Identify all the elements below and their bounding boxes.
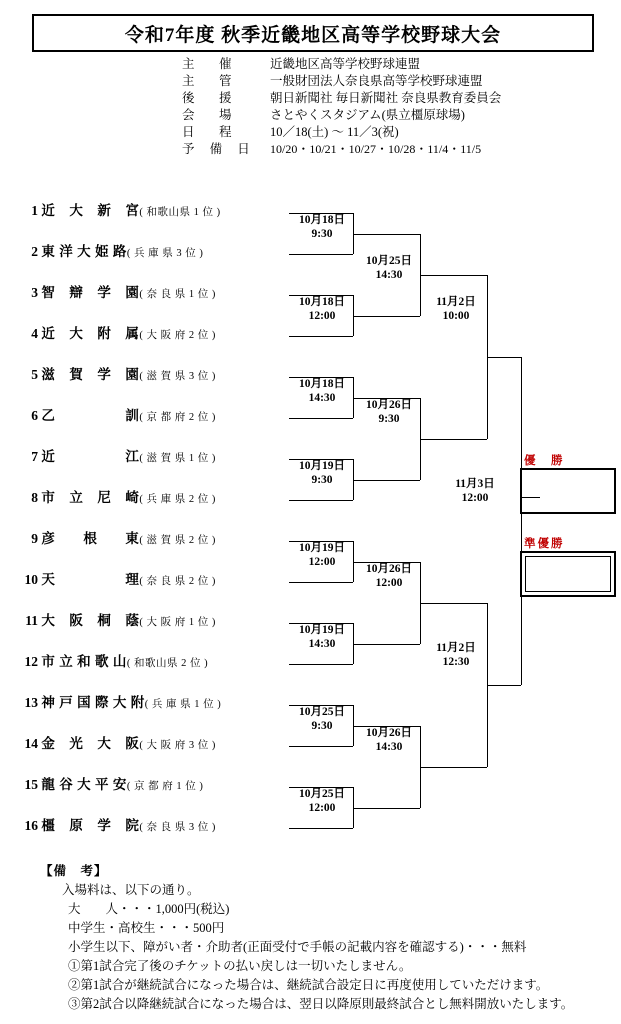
game-date: 10月18日 bbox=[299, 296, 345, 308]
game-label-r2-3 bbox=[359, 562, 419, 590]
game-time: 12:00 bbox=[308, 802, 336, 814]
team-number: 2 bbox=[31, 244, 38, 259]
info-row bbox=[182, 90, 501, 107]
team-entry-10 bbox=[18, 568, 216, 588]
game-time: 14:30 bbox=[375, 741, 403, 753]
game-time: 12:00 bbox=[308, 310, 336, 322]
team-name: 天 理 bbox=[41, 572, 140, 587]
info-row bbox=[182, 124, 501, 141]
notes-line: 中学生・高校生・・・500円 bbox=[68, 921, 225, 935]
team-pref: ( 奈 良 県 2 位 ) bbox=[139, 576, 216, 587]
game-date: 10月25日 bbox=[299, 788, 345, 800]
bracket-line bbox=[289, 254, 353, 255]
team-number: 14 bbox=[24, 736, 38, 751]
game-date: 11月2日 bbox=[436, 642, 476, 654]
game-time: 9:30 bbox=[378, 413, 400, 425]
team-pref: ( 大 阪 府 1 位 ) bbox=[139, 617, 216, 628]
game-time: 14:30 bbox=[308, 638, 336, 650]
info-label: 会 場 bbox=[182, 108, 238, 122]
team-name: 近 江 bbox=[41, 449, 140, 464]
team-entry-13 bbox=[18, 691, 221, 711]
notes-line: ①第1試合完了後のチケットの払い戻しは一切いたしません。 bbox=[68, 959, 412, 973]
team-pref: ( 奈 良 県 3 位 ) bbox=[139, 822, 216, 833]
game-time: 12:00 bbox=[308, 556, 336, 568]
team-pref: ( 大 阪 府 3 位 ) bbox=[139, 740, 216, 751]
game-label-semifinal-2 bbox=[426, 641, 486, 669]
game-date: 10月18日 bbox=[299, 378, 345, 390]
bracket-line bbox=[420, 767, 487, 768]
info-label: 主 催 bbox=[182, 57, 238, 71]
game-date: 10月26日 bbox=[366, 727, 412, 739]
bracket-line bbox=[420, 603, 487, 604]
page-title: 令和7年度 秋季近畿地区高等学校野球大会 bbox=[124, 24, 502, 46]
team-pref: ( 滋 賀 県 2 位 ) bbox=[139, 535, 216, 546]
team-pref: ( 奈 良 県 1 位 ) bbox=[139, 289, 216, 300]
game-date: 10月19日 bbox=[299, 460, 345, 472]
game-date: 10月26日 bbox=[366, 563, 412, 575]
team-entry-8 bbox=[18, 486, 216, 506]
team-number: 6 bbox=[31, 408, 38, 423]
game-date: 10月25日 bbox=[366, 255, 412, 267]
team-entry-4 bbox=[18, 322, 216, 342]
notes-line: 入場料は、以下の通り。 bbox=[62, 883, 200, 897]
info-row bbox=[182, 107, 501, 124]
game-label-r2-4 bbox=[359, 726, 419, 754]
team-number: 13 bbox=[24, 695, 38, 710]
team-entry-1 bbox=[18, 199, 221, 219]
game-time: 9:30 bbox=[311, 228, 333, 240]
team-number: 4 bbox=[31, 326, 38, 341]
bracket-line bbox=[289, 828, 353, 829]
notes-heading: 【備 考】 bbox=[40, 864, 108, 878]
team-number: 10 bbox=[24, 572, 38, 587]
info-row bbox=[182, 141, 501, 158]
game-label-r1-4 bbox=[292, 459, 352, 487]
team-number: 15 bbox=[24, 777, 38, 792]
game-label-r1-8 bbox=[292, 787, 352, 815]
info-value: 10／18(土) ～ 11／3(祝) bbox=[270, 125, 399, 139]
game-time: 9:30 bbox=[311, 720, 333, 732]
team-name: 龍 谷 大 平 安 bbox=[41, 777, 127, 792]
info-label: 後 援 bbox=[182, 91, 238, 105]
notes-line: 小学生以下、障がい者・介助者(正面受付で手帳の記載内容を確認する)・・・無料 bbox=[68, 940, 527, 954]
game-label-r1-6 bbox=[292, 623, 352, 651]
team-pref: ( 滋 賀 県 3 位 ) bbox=[139, 371, 216, 382]
game-time: 12:00 bbox=[461, 492, 489, 504]
info-row bbox=[182, 56, 501, 73]
bracket-line bbox=[289, 582, 353, 583]
game-date: 11月2日 bbox=[436, 296, 476, 308]
runnerup-inner-box bbox=[525, 556, 611, 592]
champion-box bbox=[520, 468, 616, 514]
game-label-r1-5 bbox=[292, 541, 352, 569]
team-pref: ( 和歌山県 2 位 ) bbox=[126, 658, 209, 669]
team-name: 東 洋 大 姫 路 bbox=[41, 244, 127, 259]
game-time: 12:30 bbox=[442, 656, 470, 668]
runnerup-box bbox=[520, 551, 616, 597]
team-name: 市 立 和 歌 山 bbox=[41, 654, 127, 669]
team-entry-12 bbox=[18, 650, 208, 670]
team-number: 3 bbox=[31, 285, 38, 300]
team-pref: ( 和歌山県 1 位 ) bbox=[139, 207, 221, 218]
game-label-semifinal-1 bbox=[426, 295, 486, 323]
info-value: 近畿地区高等学校野球連盟 bbox=[270, 57, 421, 71]
game-date: 10月25日 bbox=[299, 706, 345, 718]
game-time: 12:00 bbox=[375, 577, 403, 589]
bracket-line bbox=[521, 357, 522, 685]
bracket-line bbox=[289, 336, 353, 337]
game-date: 10月18日 bbox=[299, 214, 345, 226]
tournament-info bbox=[182, 56, 501, 158]
team-name: 金 光 大 阪 bbox=[41, 736, 140, 751]
game-label-r1-2 bbox=[292, 295, 352, 323]
bracket-line bbox=[420, 275, 487, 276]
team-name: 大 阪 桐 蔭 bbox=[41, 613, 140, 628]
team-name: 神 戸 国 際 大 附 bbox=[41, 695, 145, 710]
team-pref: ( 兵 庫 県 2 位 ) bbox=[139, 494, 216, 505]
bracket-line bbox=[289, 664, 353, 665]
champion-label: 優 勝 bbox=[524, 455, 565, 467]
info-label: 予 備 日 bbox=[182, 142, 256, 156]
team-entry-3 bbox=[18, 281, 216, 301]
game-label-r2-1 bbox=[359, 254, 419, 282]
game-date: 10月26日 bbox=[366, 399, 412, 411]
team-number: 9 bbox=[31, 531, 38, 546]
page-title-box bbox=[32, 14, 594, 52]
team-name: 市 立 尼 崎 bbox=[41, 490, 140, 505]
bracket-line bbox=[487, 685, 521, 686]
team-number: 1 bbox=[31, 203, 38, 218]
bracket-line bbox=[289, 418, 353, 419]
info-value: 朝日新聞社 毎日新聞社 奈良県教育委員会 bbox=[270, 91, 502, 105]
runnerup-label: 準優勝 bbox=[524, 538, 565, 550]
team-entry-15 bbox=[18, 773, 203, 793]
team-name: 乙 訓 bbox=[41, 408, 140, 423]
team-name: 智 辯 学 園 bbox=[41, 285, 140, 300]
team-pref: ( 兵 庫 県 1 位 ) bbox=[144, 699, 222, 710]
notes-section bbox=[40, 862, 573, 1014]
team-name: 橿 原 学 院 bbox=[41, 818, 140, 833]
team-entry-7 bbox=[18, 445, 216, 465]
bracket-line bbox=[353, 480, 420, 481]
bracket-line bbox=[289, 500, 353, 501]
bracket-line bbox=[420, 439, 487, 440]
bracket-line bbox=[289, 746, 353, 747]
game-date: 10月19日 bbox=[299, 624, 345, 636]
team-entry-2 bbox=[18, 240, 203, 260]
team-entry-5 bbox=[18, 363, 216, 383]
bracket-line bbox=[353, 644, 420, 645]
game-label-r1-1 bbox=[292, 213, 352, 241]
bracket-line bbox=[353, 234, 420, 235]
notes-line: 大 人・・・1,000円(税込) bbox=[68, 902, 230, 916]
info-value: 一般財団法人奈良県高等学校野球連盟 bbox=[270, 74, 483, 88]
game-label-r1-7 bbox=[292, 705, 352, 733]
game-time: 10:00 bbox=[442, 310, 470, 322]
info-row bbox=[182, 73, 501, 90]
game-label-final bbox=[440, 477, 510, 505]
bracket-line bbox=[353, 808, 420, 809]
team-pref: ( 京 都 府 1 位 ) bbox=[126, 781, 204, 792]
team-entry-9 bbox=[18, 527, 216, 547]
game-label-r2-2 bbox=[359, 398, 419, 426]
team-pref: ( 滋 賀 県 1 位 ) bbox=[139, 453, 216, 464]
notes-line: ②第1試合が継続試合になった場合は、継続試合設定日に再度使用していただけます。 bbox=[68, 978, 549, 992]
team-number: 5 bbox=[31, 367, 38, 382]
team-entry-6 bbox=[18, 404, 216, 424]
game-date: 10月19日 bbox=[299, 542, 345, 554]
team-name: 近 大 附 属 bbox=[41, 326, 140, 341]
game-time: 14:30 bbox=[375, 269, 403, 281]
info-value: さとやくスタジアム(県立橿原球場) bbox=[270, 108, 465, 122]
info-value: 10/20・10/21・10/27・10/28・11/4・11/5 bbox=[270, 142, 482, 156]
team-number: 16 bbox=[24, 818, 38, 833]
info-label: 日 程 bbox=[182, 125, 238, 139]
team-pref: ( 京 都 府 2 位 ) bbox=[139, 412, 216, 423]
team-number: 12 bbox=[24, 654, 38, 669]
game-time: 9:30 bbox=[311, 474, 333, 486]
team-number: 8 bbox=[31, 490, 38, 505]
info-label: 主 管 bbox=[182, 74, 238, 88]
team-entry-14 bbox=[18, 732, 216, 752]
bracket-line bbox=[353, 316, 420, 317]
team-number: 7 bbox=[31, 449, 38, 464]
team-name: 彦 根 東 bbox=[41, 531, 140, 546]
team-entry-16 bbox=[18, 814, 216, 834]
team-entry-11 bbox=[18, 609, 216, 629]
team-pref: ( 大 阪 府 2 位 ) bbox=[139, 330, 216, 341]
team-name: 滋 賀 学 園 bbox=[41, 367, 140, 382]
team-name: 近 大 新 宮 bbox=[41, 203, 140, 218]
game-date: 11月3日 bbox=[455, 478, 495, 490]
bracket-line bbox=[487, 357, 521, 358]
team-pref: ( 兵 庫 県 3 位 ) bbox=[126, 248, 204, 259]
game-label-r1-3 bbox=[292, 377, 352, 405]
team-number: 11 bbox=[25, 613, 38, 628]
notes-line: ③第2試合以降継続試合になった場合は、翌日以降原則最終試合とし無料開放いたします。 bbox=[68, 997, 574, 1011]
game-time: 14:30 bbox=[308, 392, 336, 404]
